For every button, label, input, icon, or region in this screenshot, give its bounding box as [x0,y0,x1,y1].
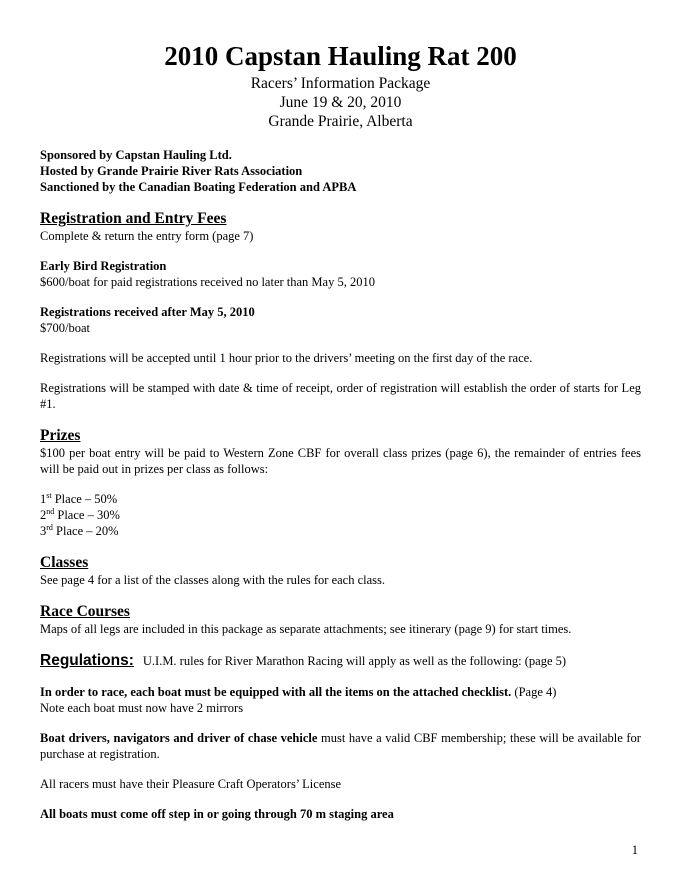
prizes-heading: Prizes [40,427,81,444]
sanction-line: Sanctioned by the Canadian Boating Federation and APBA [40,180,357,194]
race-courses-text: Maps of all legs are included in this package as separate attachments; see itinerary (page 9) for start times. [40,622,572,636]
classes-text: See page 4 for a list of the classes along with the rules for each class. [40,573,386,587]
early-bird-title: Early Bird Registration [40,259,167,273]
prize-place-2: 2nd Place – 30% [40,506,120,522]
sponsor-line: Sponsored by Capstan Hauling Ltd. [40,148,232,162]
license-requirement: All racers must have their Pleasure Craft Operators’ License [40,777,342,791]
prize-place-1: 1st Place – 50% [40,490,118,506]
registration-deadline-note: Registrations will be accepted until 1 hour prior to the drivers’ meeting on the first day of the race. [40,351,533,365]
early-bird-text: $600/boat for paid registrations received no later than May 5, 2010 [40,275,375,289]
registration-order-note: Registrations will be stamped with date & time of receipt, order of registration will establish the order of starts for Leg #1. [40,381,641,411]
race-courses-heading: Race Courses [40,603,130,620]
prizes-text: $100 per boat entry will be paid to Western Zone CBF for overall class prizes (page 6), the remainder of entries fees will be paid out in prizes per class as follows: [40,446,641,476]
staging-requirement: All boats must come off step in or going through 70 m staging area [40,807,394,821]
prize-place-3: 3rd Place – 20% [40,522,119,538]
regulations-intro: U.I.M. rules for River Marathon Racing will apply as well as the following: (page 5) [142,654,567,668]
equipment-requirement: In order to race, each boat must be equipped with all the items on the attached checklist. (Page 4) [40,685,557,699]
late-registration-title: Registrations received after May 5, 2010 [40,305,255,319]
sponsor-block [40,147,641,195]
late-registration-text: $700/boat [40,321,90,335]
membership-requirement: Boat drivers, navigators and driver of chase vehicle must have a valid CBF membership; these will be available for purchase at registration. [40,731,641,761]
event-dates: June 19 & 20, 2010 [279,94,402,111]
regulations-line [40,652,641,670]
page-number: 1 [631,843,638,857]
registration-intro: Complete & return the entry form (page 7) [40,229,254,243]
registration-heading: Registration and Entry Fees [40,210,227,227]
event-location: Grande Prairie, Alberta [268,113,413,130]
host-line: Hosted by Grande Prairie River Rats Association [40,164,303,178]
mirrors-note: Note each boat must now have 2 mirrors [40,701,244,715]
document-subtitle: Racers’ Information Package [250,75,431,92]
regulations-heading: Regulations: [40,652,134,669]
document-page [40,40,641,822]
document-title: 2010 Capstan Hauling Rat 200 [164,41,517,71]
classes-heading: Classes [40,554,89,571]
